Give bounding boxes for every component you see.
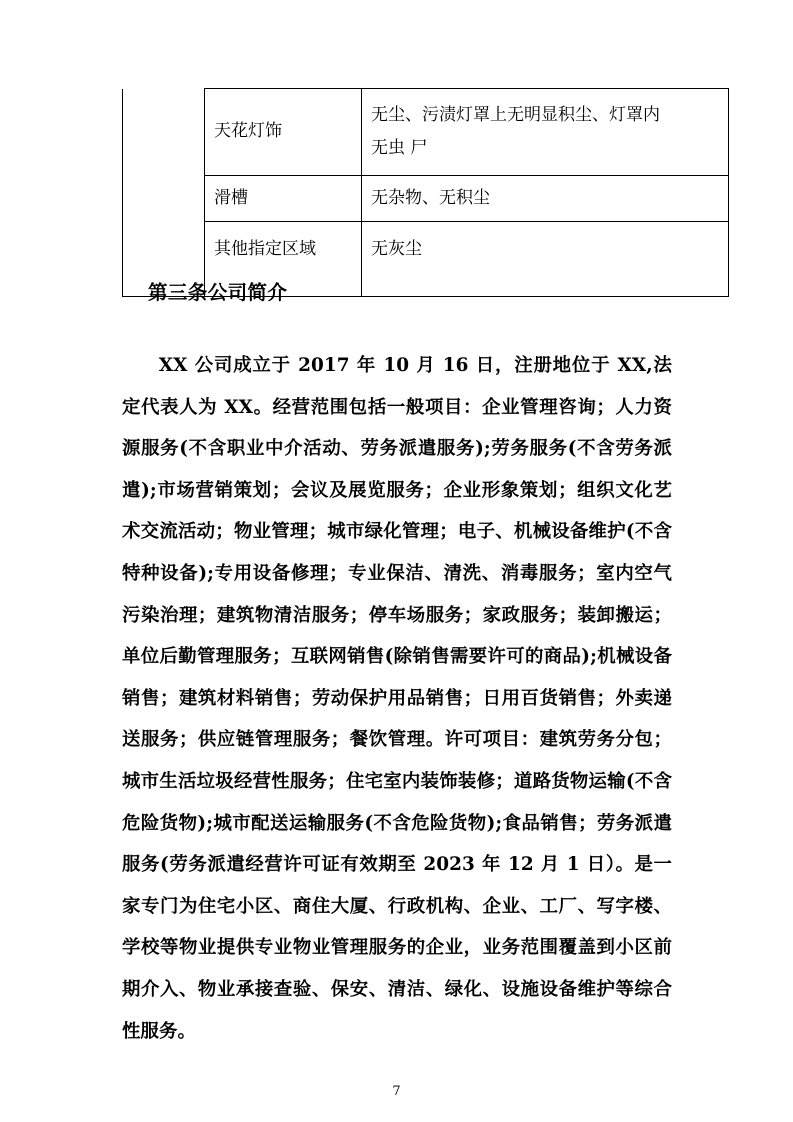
table-cell-standard-line: 无灰尘 xyxy=(371,239,422,260)
table-row xyxy=(123,89,729,176)
spec-table-container xyxy=(122,88,671,297)
table-cell-category-continued xyxy=(123,89,205,176)
table-cell-category-continued xyxy=(123,176,205,222)
company-profile-paragraph: XX 公司成立于 2017 年 10 月 16 日，注册地位于 XX,法定代表人为 XX。经营范围包括一般项目：企业管理咨询；人力资源服务(不含职业中介活动、劳务派遣服务);劳务服务(不含劳务派遣);市场营销策划；会议及展览服务；企业形象策划；组织文化艺术交流活动；物业管理；城市绿化管理；电子、机械设备维护(不含特种设备);专用设备修理；专业保洁、清洗、消毒服务；室内空气污染治理；建筑物清洁服务；停车场服务；家政服务；装卸搬运；单位后勤管理服务；互联网销售(除销售需要许可的商品);机械设备销售；建筑材料销售；劳动保护用品销售；日用百货销售；外卖递送服务；供应链管理服务；餐饮管理。许可项目：建筑劳务分包；城市生活垃圾经营性服务；住宅室内装饰装修；道路货物运输(不含危险货物);城市配送运输服务(不含危险货物);食品销售；劳务派遣服务(劳务派遣经营许可证有效期至 2023 年 12 月 1 日）。是一家专门为住宅小区、商住大厦、行政机构、企业、工厂、写字楼、学校等物业提供专业物业管理服务的企业，业务范围覆盖到小区前期介入、物业承接查验、保安、清洁、绿化、设施设备维护等综合性服务。 xyxy=(122,355,672,1042)
table-cell-standard xyxy=(362,176,729,222)
table-cell-item: 其他指定区域 xyxy=(205,222,362,297)
table-body xyxy=(123,89,729,297)
table-cell-standard-line: 无尘、污渍灯罩上无明显积尘、灯罩内 xyxy=(371,104,660,125)
body-content xyxy=(122,345,672,1052)
section-heading: 第三条公司简介 xyxy=(148,281,288,304)
cleaning-spec-table xyxy=(122,88,729,297)
table-cell-standard-line: 无杂物、无积尘 xyxy=(371,187,490,208)
table-cell-standard-line: 无虫 尸 xyxy=(371,138,428,158)
table-cell-item: 天花灯饰 xyxy=(205,89,362,176)
table-cell-item: 滑槽 xyxy=(205,176,362,222)
table-cell-standard xyxy=(362,222,729,297)
table-cell-standard xyxy=(362,89,729,176)
table-row xyxy=(123,176,729,222)
page-number: 7 xyxy=(392,1084,401,1099)
